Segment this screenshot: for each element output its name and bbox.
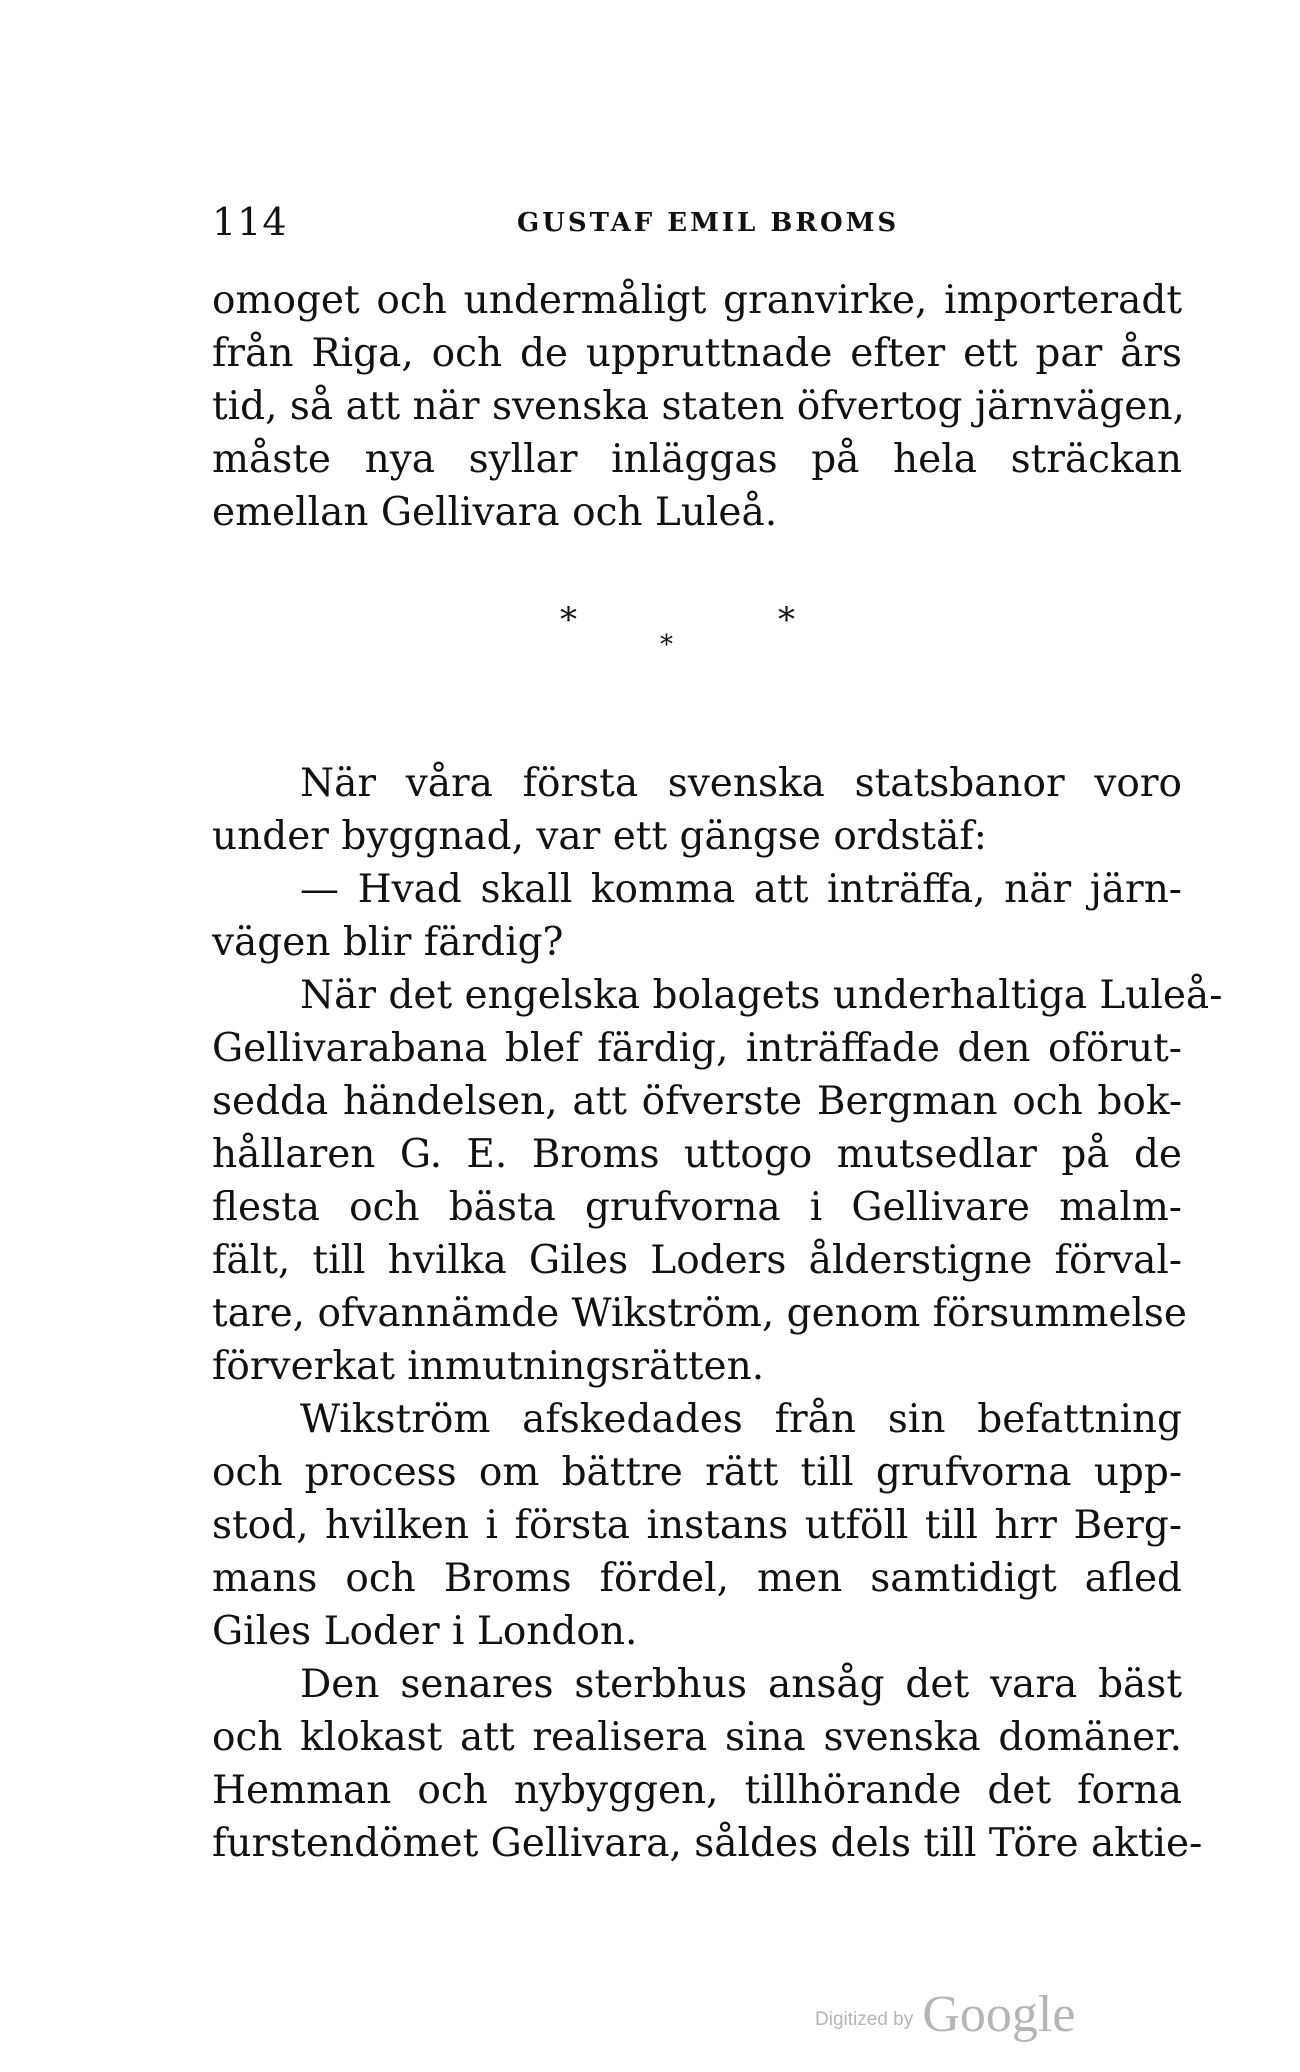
asterisk: * <box>560 600 577 640</box>
watermark-prefix: Digitized by <box>815 2009 914 2030</box>
text-line: under byggnad, var ett gängse ordstäf: <box>212 814 987 859</box>
text-line: Gellivarabana blef färdig, inträffade den oförut- <box>212 1026 1182 1071</box>
text-line: tid, så att när svenska staten öfvertog järnvägen, <box>212 384 1185 429</box>
text-line: Den senares sterbhus ansåg det vara bäst <box>300 1662 1182 1707</box>
text-line: och process om bättre rätt till grufvorna upp- <box>212 1450 1182 1495</box>
text-line: omoget och undermåligt granvirke, importeradt <box>212 278 1182 323</box>
running-header <box>212 200 1182 250</box>
text-line: furstendömet Gellivara, såldes dels till Töre aktie- <box>212 1821 1203 1866</box>
digitized-by-google-watermark <box>815 1985 1075 2045</box>
text-line: från Riga, och de uppruttnade efter ett par års <box>212 331 1182 376</box>
text-line: emellan Gellivara och Luleå. <box>212 490 778 535</box>
text-line: vägen blir färdig? <box>212 920 564 965</box>
running-title: GUSTAF EMIL BROMS <box>517 208 900 238</box>
text-line: fält, till hvilka Giles Loders ålderstigne förval- <box>212 1238 1182 1283</box>
watermark-brand: Google <box>922 1986 1076 2043</box>
text-line: hållaren G. E. Broms uttogo mutsedlar på de <box>212 1132 1182 1177</box>
text-line: och klokast att realisera sina svenska domäner. <box>212 1715 1182 1760</box>
asterisk: * <box>778 600 795 640</box>
text-line: sedda händelsen, att öfverste Bergman och bok- <box>212 1079 1182 1124</box>
text-line: förverkat inmutningsrätten. <box>212 1344 765 1389</box>
text-line: flesta och bästa grufvorna i Gellivare malm- <box>212 1185 1182 1230</box>
text-line: stod, hvilken i första instans utföll till hrr Berg- <box>212 1503 1182 1548</box>
text-line: — Hvad skall komma att inträffa, när järn- <box>300 867 1182 912</box>
asterisk: * <box>660 630 673 660</box>
text-line: Wikström afskedades från sin befattning <box>300 1397 1182 1442</box>
text-line: Giles Loder i London. <box>212 1609 638 1654</box>
text-line: måste nya syllar inläggas på hela sträckan <box>212 437 1182 482</box>
text-line: mans och Broms fördel, men samtidigt afled <box>212 1556 1182 1601</box>
text-line: Hemman och nybyggen, tillhörande det forna <box>212 1768 1182 1813</box>
text-line: När våra första svenska statsbanor voro <box>300 761 1182 806</box>
page-number: 114 <box>212 200 288 244</box>
text-line: När det engelska bolagets underhaltiga Luleå- <box>300 973 1223 1018</box>
text-line: tare, ofvannämde Wikström, genom försummelse <box>212 1291 1187 1336</box>
section-break-asterism <box>540 600 820 690</box>
